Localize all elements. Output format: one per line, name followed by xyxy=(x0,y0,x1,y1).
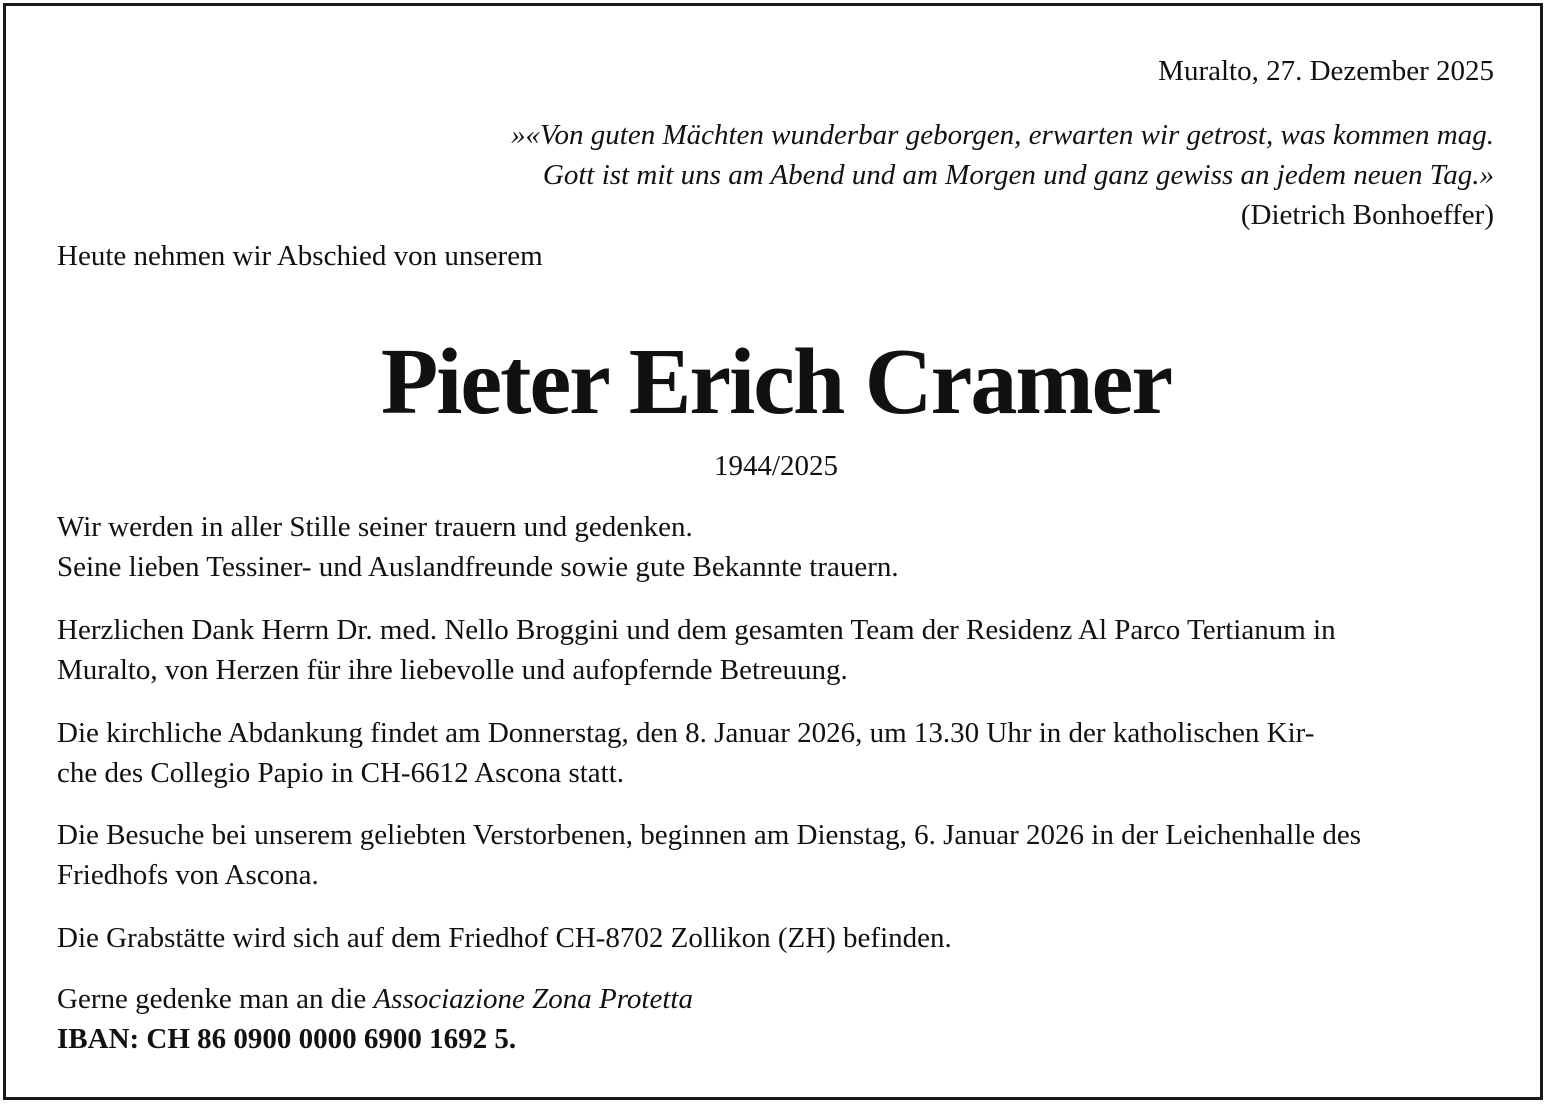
deceased-name: Pieter Erich Cramer xyxy=(380,330,1172,434)
service-line-2: che des Collegio Papio in CH-6612 Ascona statt. xyxy=(57,757,625,789)
donation-organization: Associazione Zona Protetta xyxy=(373,983,693,1015)
thanks-line-1: Herzlichen Dank Herrn Dr. med. Nello Broggini und dem gesamten Team der Residenz Al Parco Tertianum in xyxy=(57,614,1336,646)
mourning-line-1: Wir werden in aller Stille seiner trauern und gedenken. xyxy=(57,511,693,543)
grave-line: Die Grabstätte wird sich auf dem Friedhof CH-8702 Zollikon (ZH) befinden. xyxy=(57,922,952,954)
iban-line: IBAN: CH 86 0900 0000 6900 1692 5. xyxy=(57,1023,517,1055)
thanks-line-2: Muralto, von Herzen für ihre liebevolle und aufopfernde Betreuung. xyxy=(57,654,848,686)
mourning-line-2: Seine lieben Tessiner- und Auslandfreunde sowie gute Bekannte trauern. xyxy=(57,551,899,583)
place-date: Muralto, 27. Dezember 2025 xyxy=(1158,55,1494,87)
donation-line xyxy=(57,982,693,1016)
quote-line-1: »«Von guten Mächten wunderbar geborgen, erwarten wir getrost, was kommen mag. xyxy=(511,119,1494,151)
quote-author: (Dietrich Bonhoeffer) xyxy=(1240,199,1494,231)
visits-line-2: Friedhofs von Ascona. xyxy=(57,859,319,891)
service-line-1: Die kirchliche Abdankung findet am Donnerstag, den 8. Januar 2026, um 13.30 Uhr in der katholischen Kir- xyxy=(57,717,1315,749)
intro-text: Heute nehmen wir Abschied von unserem xyxy=(57,240,543,272)
donation-prefix: Gerne gedenke man an die xyxy=(57,983,374,1015)
deceased-years: 1944/2025 xyxy=(713,450,839,482)
visits-line-1: Die Besuche bei unserem geliebten Verstorbenen, beginnen am Dienstag, 6. Januar 2026 in der Leichenhalle des xyxy=(57,819,1362,851)
quote-line-2: Gott ist mit uns am Abend und am Morgen und ganz gewiss an jedem neuen Tag.» xyxy=(542,159,1494,191)
